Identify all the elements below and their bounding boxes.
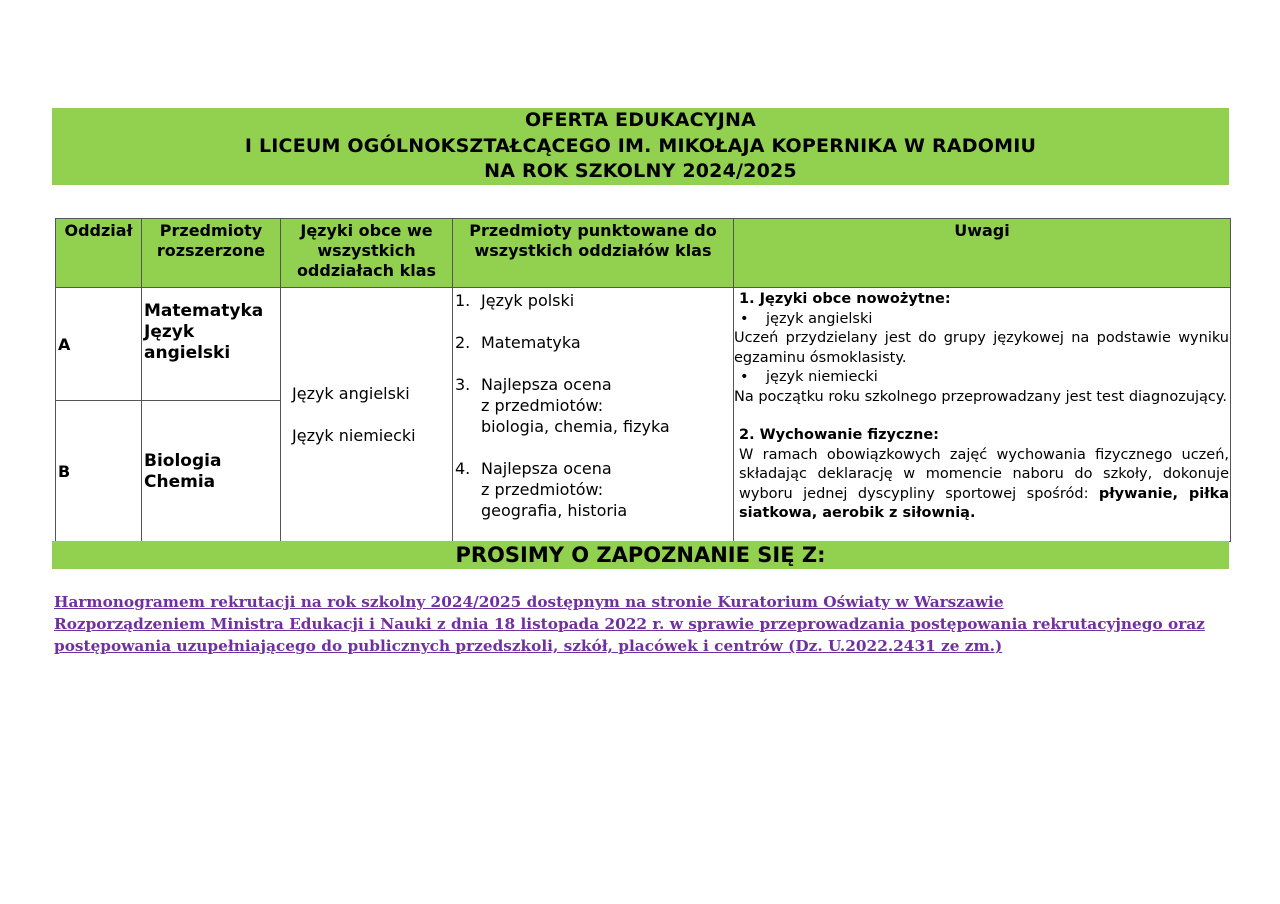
link-rozporzadzenie[interactable]: Rozporządzeniem Ministra Edukacji i Nauki z dnia 18 listopada 2022 r. w sprawie przeprowadzania postępowania rekrutacyjnego oraz postępowania uzupełniającego do publicznych przedszkoli, szkół, placówek i centrów (Dz. U.2022.2431 ze zm.) xyxy=(54,615,1205,655)
subjects-cell-a xyxy=(142,288,281,401)
language-english: Język angielski xyxy=(292,383,410,403)
document-title xyxy=(52,108,1229,185)
title-line-3: NA ROK SZKOLNY 2024/2025 xyxy=(484,160,797,182)
info-banner: PROSIMY O ZAPOZNANIE SIĘ Z: xyxy=(52,541,1229,569)
table-row xyxy=(56,288,1231,401)
notes-paragraph: W ramach obowiązkowych zajęć wychowania fizycznego uczeń, składając deklarację w momencie naboru do szkoły, dokonuje wyboru jednej dyscypliny sportowej spośród: pływanie, piłka siatkowa, aerobik z siłownią. xyxy=(739,446,1230,521)
notes-heading-pe: 2. Wychowanie fizyczne: xyxy=(739,427,939,443)
points-list xyxy=(453,290,733,521)
languages-cell xyxy=(281,288,453,542)
col-header-przedmioty-rozszerzone: Przedmioty rozszerzone xyxy=(142,219,281,288)
offer-table xyxy=(55,218,1231,542)
title-line-1: OFERTA EDUKACYJNA xyxy=(524,109,757,131)
link-harmonogram[interactable]: Harmonogramem rekrutacji na rok szkolny 2024/2025 dostępnym na stronie Kuratorium Oświaty w Warszawie xyxy=(54,593,1004,611)
subject-line: Język xyxy=(144,322,195,342)
title-line-2: I LICEUM OGÓLNOKSZTAŁCĄCEGO IM. MIKOŁAJA KOPERNIKA W RADOMIU xyxy=(244,134,1037,157)
subjects-cell-b xyxy=(142,401,281,542)
pe-options: pływanie, piłka siatkowa, aerobik z siłownią. xyxy=(739,485,1230,521)
language-german: Język niemiecki xyxy=(292,425,416,445)
notes-bullet-english: • język angielski xyxy=(740,310,873,327)
col-header-oddzial: Oddział xyxy=(56,219,142,288)
notes-paragraph: Na początku roku szkolnego przeprowadzany jest test diagnozujący. xyxy=(734,388,1228,405)
points-cell xyxy=(453,288,734,542)
notes-heading-languages: 1. Języki obce nowożytne: xyxy=(739,291,951,307)
list-item: 4. Najlepsza ocena z przedmiotów: geografia, historia xyxy=(455,459,628,520)
notes-paragraph: Uczeń przydzielany jest do grupy językowej na podstawie wyniku egzaminu ósmoklasisty. xyxy=(734,330,1229,366)
col-header-jezyki-obce: Języki obce we wszystkich oddziałach klas xyxy=(281,219,453,288)
list-item: 2. Matematyka xyxy=(455,333,581,352)
col-header-uwagi: Uwagi xyxy=(734,219,1231,288)
links-section xyxy=(54,591,1234,657)
list-item: 1. Język polski xyxy=(455,291,575,310)
subject-line: Chemia xyxy=(144,472,216,492)
subject-line: angielski xyxy=(144,343,231,363)
subject-line: Matematyka xyxy=(144,301,264,321)
list-item: 3. Najlepsza ocena z przedmiotów: biologia, chemia, fizyka xyxy=(455,375,670,436)
col-header-przedmioty-punktowane: Przedmioty punktowane do wszystkich oddziałów klas xyxy=(453,219,734,288)
subject-line: Biologia xyxy=(144,451,222,471)
class-cell-a: A xyxy=(56,288,142,401)
class-cell-b: B xyxy=(56,401,142,542)
table-header-row xyxy=(56,219,1231,288)
notes-bullet-german: • język niemiecki xyxy=(740,369,878,385)
notes-cell xyxy=(734,288,1231,542)
